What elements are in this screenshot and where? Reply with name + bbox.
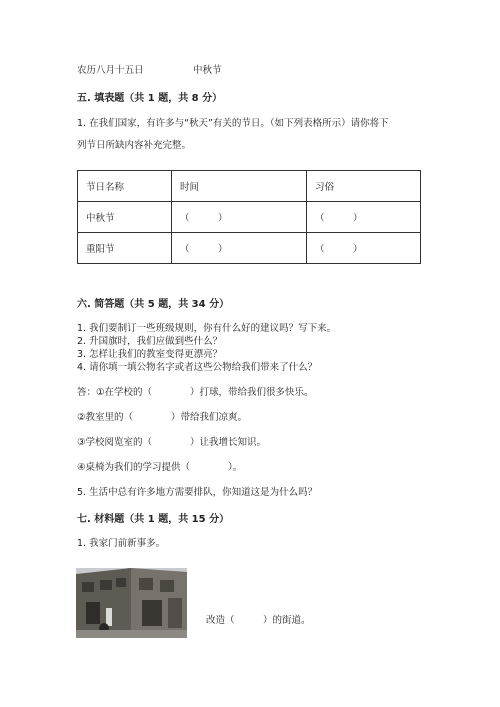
table-cell: （ ） — [307, 202, 421, 233]
section7-q1: 1. 我家门前新事多。 — [77, 538, 166, 549]
section6-answer2: ②教室里的（ ）带给我们凉爽。 — [77, 412, 248, 423]
intro-festival: 中秋节 — [193, 65, 222, 76]
table-cell: 重阳节 — [78, 233, 172, 264]
table-cell: （ ） — [172, 233, 307, 264]
table-header-cell: 习俗 — [307, 171, 421, 202]
section6-q5: 5. 生活中总有许多地方需要排队，你知道这是为什么吗？ — [77, 487, 318, 498]
table-row — [78, 233, 421, 264]
section5-title: 五. 填表题（共 1 题，共 8 分） — [77, 93, 223, 104]
festival-table — [77, 170, 421, 264]
section5-q1-line1: 1. 在我们国家，有许多与“秋天”有关的节日。（如下列表格所示）请你将下 — [77, 118, 389, 129]
intro-date: 农历八月十五日 — [77, 65, 144, 76]
section5-q1-line2: 列节日所缺内容补充完整。 — [77, 140, 192, 151]
street-photo — [76, 568, 187, 638]
section6-q3: 3. 怎样让我们的教室变得更漂亮？ — [77, 349, 223, 360]
section6-answer4: ④桌椅为我们的学习提供（ ）。 — [77, 462, 243, 473]
table-cell: （ ） — [172, 202, 307, 233]
section6-answer1: 答：①在学校的（ ）打球，带给我们很多快乐。 — [77, 387, 314, 398]
table-header-cell: 节日名称 — [78, 171, 172, 202]
section6-answer3: ③学校阅览室的（ ）让我增长知识。 — [77, 437, 267, 448]
section6-q1: 1. 我们要制订一些班级规则，你有什么好的建议吗？写下来。 — [77, 323, 337, 334]
table-cell: （ ） — [307, 233, 421, 264]
table-header-cell: 时间 — [172, 171, 307, 202]
section6-q4: 4. 请你填一填公物名字或者这些公物给我们带来了什么？ — [77, 362, 318, 373]
section6-q2: 2. 升国旗时，我们应做到些什么？ — [77, 336, 223, 347]
table-row — [78, 202, 421, 233]
table-header-row — [78, 171, 421, 202]
section6-title: 六. 简答题（共 5 题，共 34 分） — [77, 299, 230, 310]
section7-caption: 改造（ ）的街道。 — [206, 615, 311, 626]
table-cell: 中秋节 — [78, 202, 172, 233]
section7-title: 七. 材料题（共 1 题，共 15 分） — [77, 514, 230, 525]
